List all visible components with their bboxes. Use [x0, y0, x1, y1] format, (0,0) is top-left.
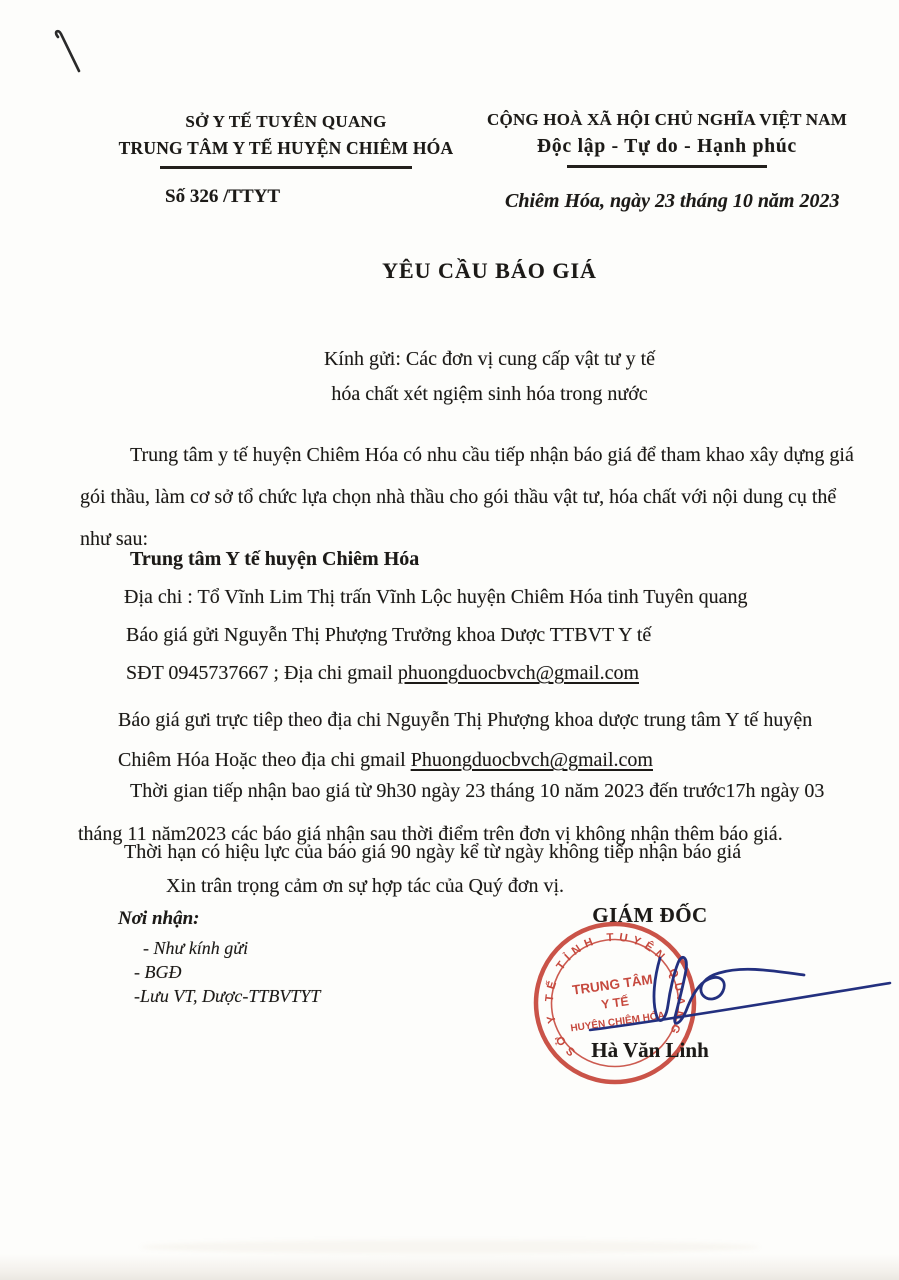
signer-name: Hà Văn Linh: [591, 1038, 709, 1062]
parent-agency-name: SỞ Y TẾ TUYÊN QUANG: [185, 112, 387, 131]
scan-bottom-shadow: [0, 1254, 899, 1280]
agency-underline: [160, 166, 412, 169]
validity-line: Thời hạn có hiệu lực của báo giá 90 ngày kể từ ngày không tiếp nhận báo giá: [124, 841, 742, 863]
agency-name: TRUNG TÂM Y TẾ HUYỆN CHIÊM HÓA: [118, 138, 454, 158]
signature-scrawl: [569, 942, 897, 1047]
email-address-1: phuongduocbvch@gmail.com: [397, 662, 639, 684]
recipient-item: - BGĐ: [134, 962, 182, 982]
direct-submission-line: [118, 700, 866, 780]
signer-title: GIÁM ĐỐC: [592, 903, 708, 927]
country-title: CỘNG HOÀ XÃ HỘI CHỦ NGHĨA VIỆT NAM: [487, 110, 847, 129]
contact-person: Báo giá gửi Nguyễn Thị Phượng Trưởng khoa Dược TTBVT Y tế: [126, 624, 652, 646]
recipient-item: - Như kính gửi: [143, 938, 249, 958]
recipients-label: Nơi nhận:: [118, 908, 200, 929]
intro-paragraph: Trung tâm y tế huyện Chiêm Hóa có nhu cầu tiếp nhận báo giá để tham khao xây dựng giá gói thầu, làm cơ sở tổ chức lựa chọn nhà thầu cho gói thầu vật tư, hóa chất với nội dung cụ thể như sau:: [80, 444, 854, 550]
scan-smudge: [140, 1240, 760, 1254]
organization-name: Trung tâm Y tế huyện Chiêm Hóa: [130, 548, 420, 570]
recipient-line-1: Kính gửi: Các đơn vị cung cấp vật tư y tế: [323, 348, 656, 370]
deadline-paragraph: Thời gian tiếp nhận bao giá từ 9h30 ngày 23 tháng 10 năm 2023 đến trước17h ngày 03 tháng 11 năm2023 các báo giá nhận sau thời điểm trên đơn vị không nhận thêm báo giá.: [78, 780, 825, 845]
stamp-ring-text: SỞ Y TẾ TỈNH TUYÊN QUANG: [543, 931, 687, 1058]
pen-mark-icon: [48, 28, 88, 78]
signature-strokes: [590, 957, 890, 1030]
stamp-center-line-1: TRUNG TÂM: [571, 971, 654, 998]
document-title: YÊU CẦU BÁO GIÁ: [382, 258, 597, 283]
phone-and-email-line: [126, 662, 639, 685]
place-and-date: Chiêm Hóa, ngày 23 tháng 10 năm 2023: [505, 190, 840, 212]
document-number: Số 326 /TTYT: [165, 186, 281, 207]
stamp-center-line-2: Y TẾ: [600, 994, 630, 1012]
email-address-2: Phuongduocbvch@gmail.com: [410, 749, 653, 771]
recipient-line-2: hóa chất xét ngiệm sinh hóa trong nước: [331, 383, 648, 405]
motto: Độc lập - Tự do - Hạnh phúc: [537, 136, 797, 157]
organization-address: Địa chi : Tổ Vĩnh Lim Thị trấn Vĩnh Lộc huyện Chiêm Hóa tinh Tuyên quang: [124, 586, 748, 608]
phone-text: SĐT 0945737667 ; Địa chi gmail: [126, 662, 398, 684]
thanks-line: Xin trân trọng cảm ơn sự hợp tác của Quý đơn vị.: [166, 875, 565, 897]
stamp-center-line-3: HUYỆN CHIÊM HÓA: [569, 1010, 666, 1035]
direct-text: Báo giá gưi trực tiêp theo địa chi Nguyễn Thị Phượng khoa dược trung tâm Y tế huyện Chiêm Hóa Hoặc theo địa chi gmail: [118, 709, 813, 771]
recipient-block: [80, 342, 899, 412]
motto-underline: [567, 165, 767, 168]
recipients-list: [134, 936, 320, 1008]
recipient-item: -Lưu VT, Dược-TTBVTYT: [134, 986, 321, 1006]
national-motto-block: [467, 110, 867, 168]
issuing-agency-block: [112, 112, 460, 169]
